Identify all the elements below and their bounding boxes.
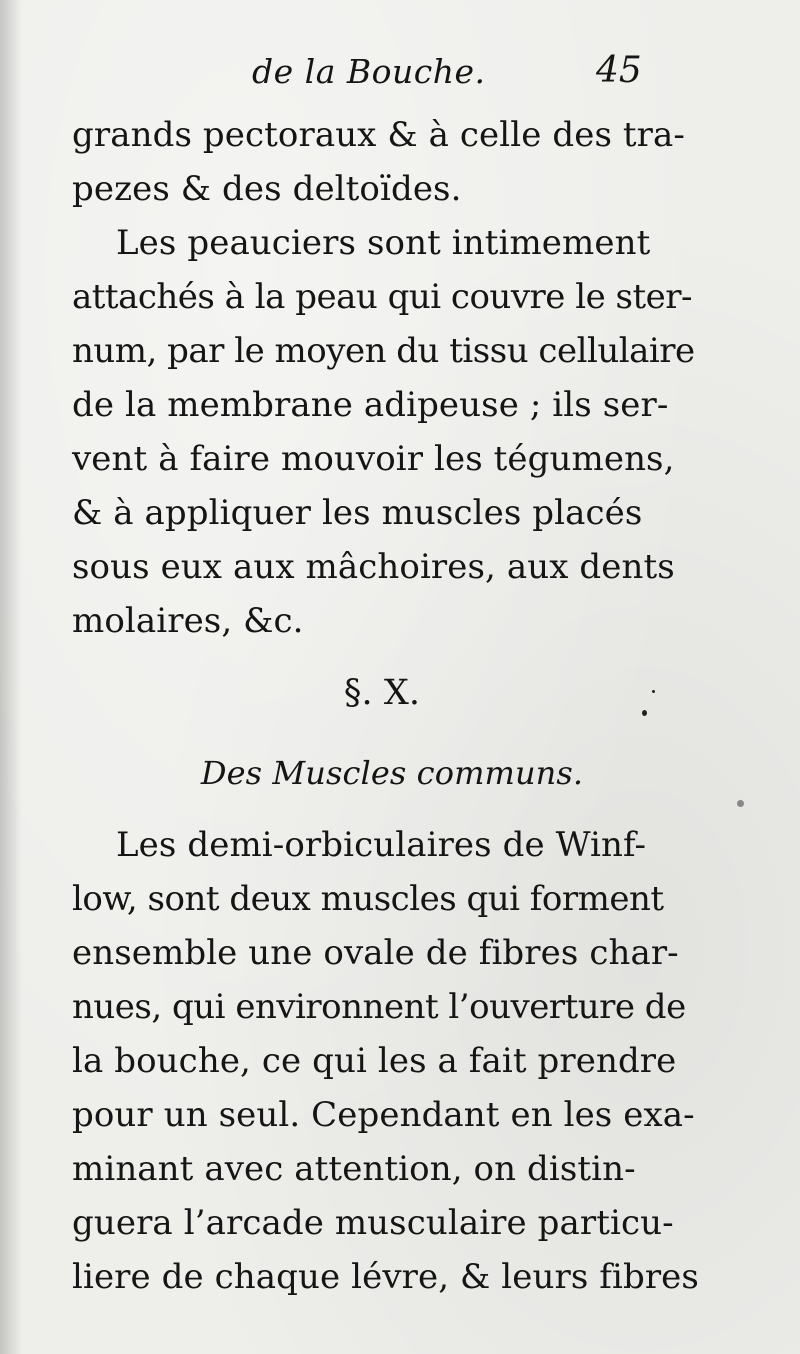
ink-speck — [652, 690, 655, 693]
page-number: 45 — [596, 50, 642, 91]
section-title: Des Muscles communs. — [200, 754, 584, 792]
text-line: minant avec attention, on distin- — [72, 1149, 636, 1189]
text-line: num, par le moyen du tissu cellulaire — [72, 331, 695, 371]
running-head — [0, 42, 800, 112]
text-line: grands pectoraux & à celle des tra- — [72, 115, 685, 155]
running-head-title: de la Bouche. — [252, 52, 486, 91]
text-line: ensemble une ovale de fibres char- — [72, 933, 679, 973]
ink-speck — [642, 710, 647, 716]
body-text — [72, 108, 699, 1304]
text-line: low, sont deux muscles qui forment — [72, 879, 664, 919]
text-line: pezes & des deltoïdes. — [72, 169, 462, 209]
text-line: vent à faire mouvoir les tégumens, — [72, 439, 675, 479]
text-line: la bouche, ce qui les a fait prendre — [72, 1041, 677, 1081]
text-line: Les peauciers sont intimement — [116, 223, 651, 263]
text-line: attachés à la peau qui couvre le ster- — [72, 277, 692, 317]
paragraph-3 — [72, 818, 699, 1304]
text-line: liere de chaque lévre, & leurs fibres — [72, 1257, 699, 1297]
text-line: molaires, &c. — [72, 601, 304, 641]
ink-speck — [737, 800, 744, 807]
text-line: pour un seul. Cependant en les exa- — [72, 1095, 695, 1135]
text-line: nues, qui environnent l’ouverture de — [72, 987, 686, 1027]
text-line: & à appliquer les muscles placés — [72, 493, 643, 533]
text-line: Les demi-orbiculaires de Winf- — [116, 825, 647, 865]
paragraph-2 — [72, 216, 695, 648]
page-gutter-shadow — [0, 0, 22, 1354]
section-number: §. X. — [343, 673, 421, 713]
text-line: de la membrane adipeuse ; ils ser- — [72, 385, 669, 425]
text-line: guera l’arcade musculaire particu- — [72, 1203, 674, 1243]
text-line: sous eux aux mâchoires, aux dents — [72, 547, 675, 587]
paragraph-1 — [72, 108, 685, 216]
